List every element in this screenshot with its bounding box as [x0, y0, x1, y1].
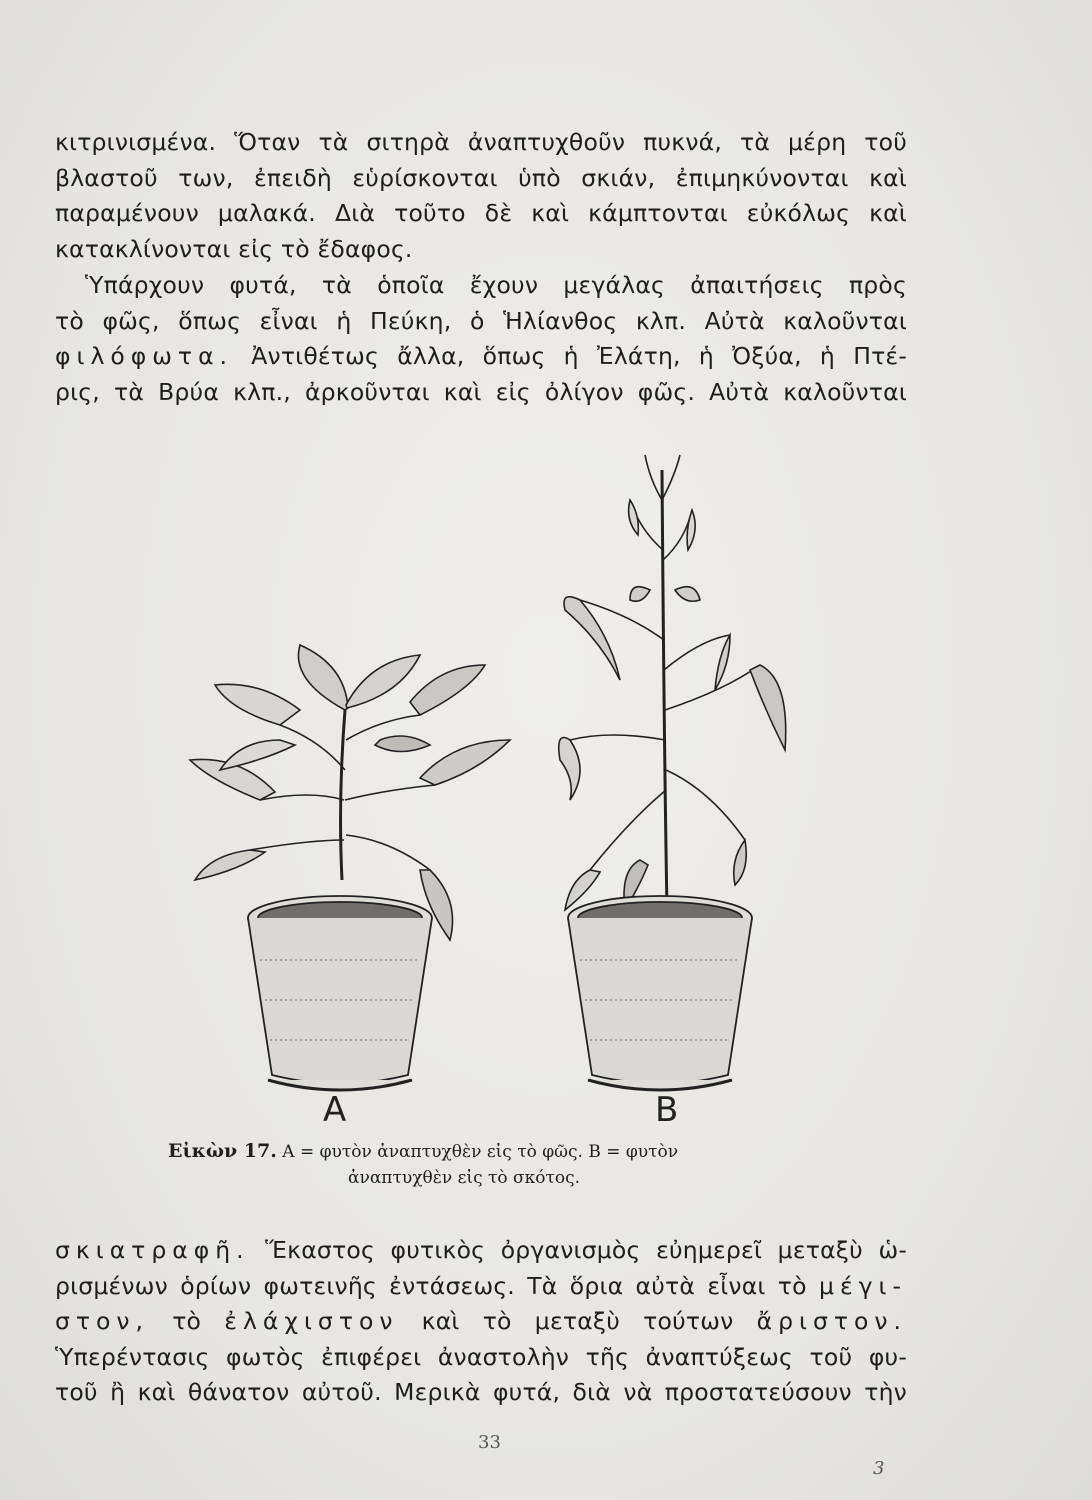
caption-line — [168, 1142, 678, 1162]
text-line — [55, 1233, 907, 1269]
paragraph-3 — [55, 1233, 907, 1411]
pot-b — [568, 896, 752, 1090]
text-fragment: ρισμένων ὁρίων φωτεινῆς ἐντάσεως. Τὰ ὅρια αὐτὰ εἶναι τὸ — [55, 1271, 819, 1300]
paragraph-1 — [55, 125, 907, 267]
text-line: Ὑπάρχουν φυτά, τὰ ὁποῖα ἔχουν μεγάλας ἀπαιτήσεις πρὸς — [85, 271, 907, 299]
pot-a — [248, 896, 432, 1090]
paragraph-2 — [55, 268, 907, 410]
text-fragment: καὶ τὸ μεταξὺ τούτων — [398, 1307, 757, 1335]
figure-caption — [168, 1138, 808, 1191]
caption-text: A = φυτὸν ἀναπτυχθὲν εἰς τὸ φῶς. B = φυτὸν — [276, 1142, 679, 1162]
spaced-term: μέγι- — [819, 1271, 907, 1300]
plant-b — [559, 455, 786, 910]
text-line: κατακλίνονται εἰς τὸ ἔδαφος. — [55, 234, 413, 263]
text-line — [55, 1304, 907, 1340]
text-line: κιτρινισμένα. Ὅταν τὰ σιτηρὰ ἀναπτυχθοῦν πυκνά, τὰ μέρη τοῦ — [55, 128, 907, 156]
figure-17 — [170, 440, 850, 1130]
spaced-term: σκιατραφῆ. — [55, 1236, 250, 1264]
text-fragment: Ἕκαστος φυτικὸς ὀργανισμὸς εὐημερεῖ μεταξὺ ὡ- — [249, 1236, 907, 1264]
spaced-term: ἄριστον. — [756, 1307, 907, 1335]
plant-illustration — [170, 440, 850, 1130]
figure-label-a: A — [323, 1090, 347, 1130]
text-fragment: Ἀντιθέτως ἄλλα, ὅπως ἡ Ἐλάτη, ἡ Ὀξύα, ἡ Πτέ- — [233, 342, 907, 370]
text-line: βλαστοῦ των, ἐπειδὴ εὑρίσκονται ὑπὸ σκιάν, ἐπιμηκύνονται καὶ — [55, 163, 907, 192]
caption-line-2: ἀναπτυχθὲν εἰς τὸ σκότος. — [348, 1168, 581, 1188]
caption-title: Εἰκὼν 17. — [168, 1140, 277, 1162]
spaced-term: ἐλάχιστον — [224, 1307, 399, 1335]
text-line: παραμένουν μαλακά. Διὰ τοῦτο δὲ καὶ κάμπτονται εὐκόλως καὶ — [55, 199, 907, 227]
text-fragment: τὸ — [149, 1307, 225, 1335]
signature-mark: 3 — [873, 1458, 885, 1479]
text-line — [55, 339, 907, 375]
text-line — [55, 1269, 907, 1305]
text-line: τοῦ ἢ καὶ θάνατον αὐτοῦ. Μερικὰ φυτά, διὰ νὰ προστατεύσουν τὴν — [55, 1378, 907, 1406]
text-line: Ὑπερέντασις φωτὸς ἐπιφέρει ἀναστολὴν τῆς ἀναπτύξεως τοῦ φυ- — [55, 1342, 907, 1371]
spaced-term: φιλόφωτα. — [55, 342, 234, 370]
figure-label-b: B — [655, 1090, 679, 1130]
text-line: τὸ φῶς, ὅπως εἶναι ἡ Πεύκη, ὁ Ἡλίανθος κλπ. Αὐτὰ καλοῦνται — [55, 306, 907, 335]
page-number: 33 — [478, 1432, 501, 1453]
spaced-term: στον, — [55, 1307, 150, 1335]
text-line: ρις, τὰ Βρύα κλπ., ἀρκοῦνται καὶ εἰς ὀλίγον φῶς. Αὐτὰ καλοῦνται — [55, 377, 907, 406]
